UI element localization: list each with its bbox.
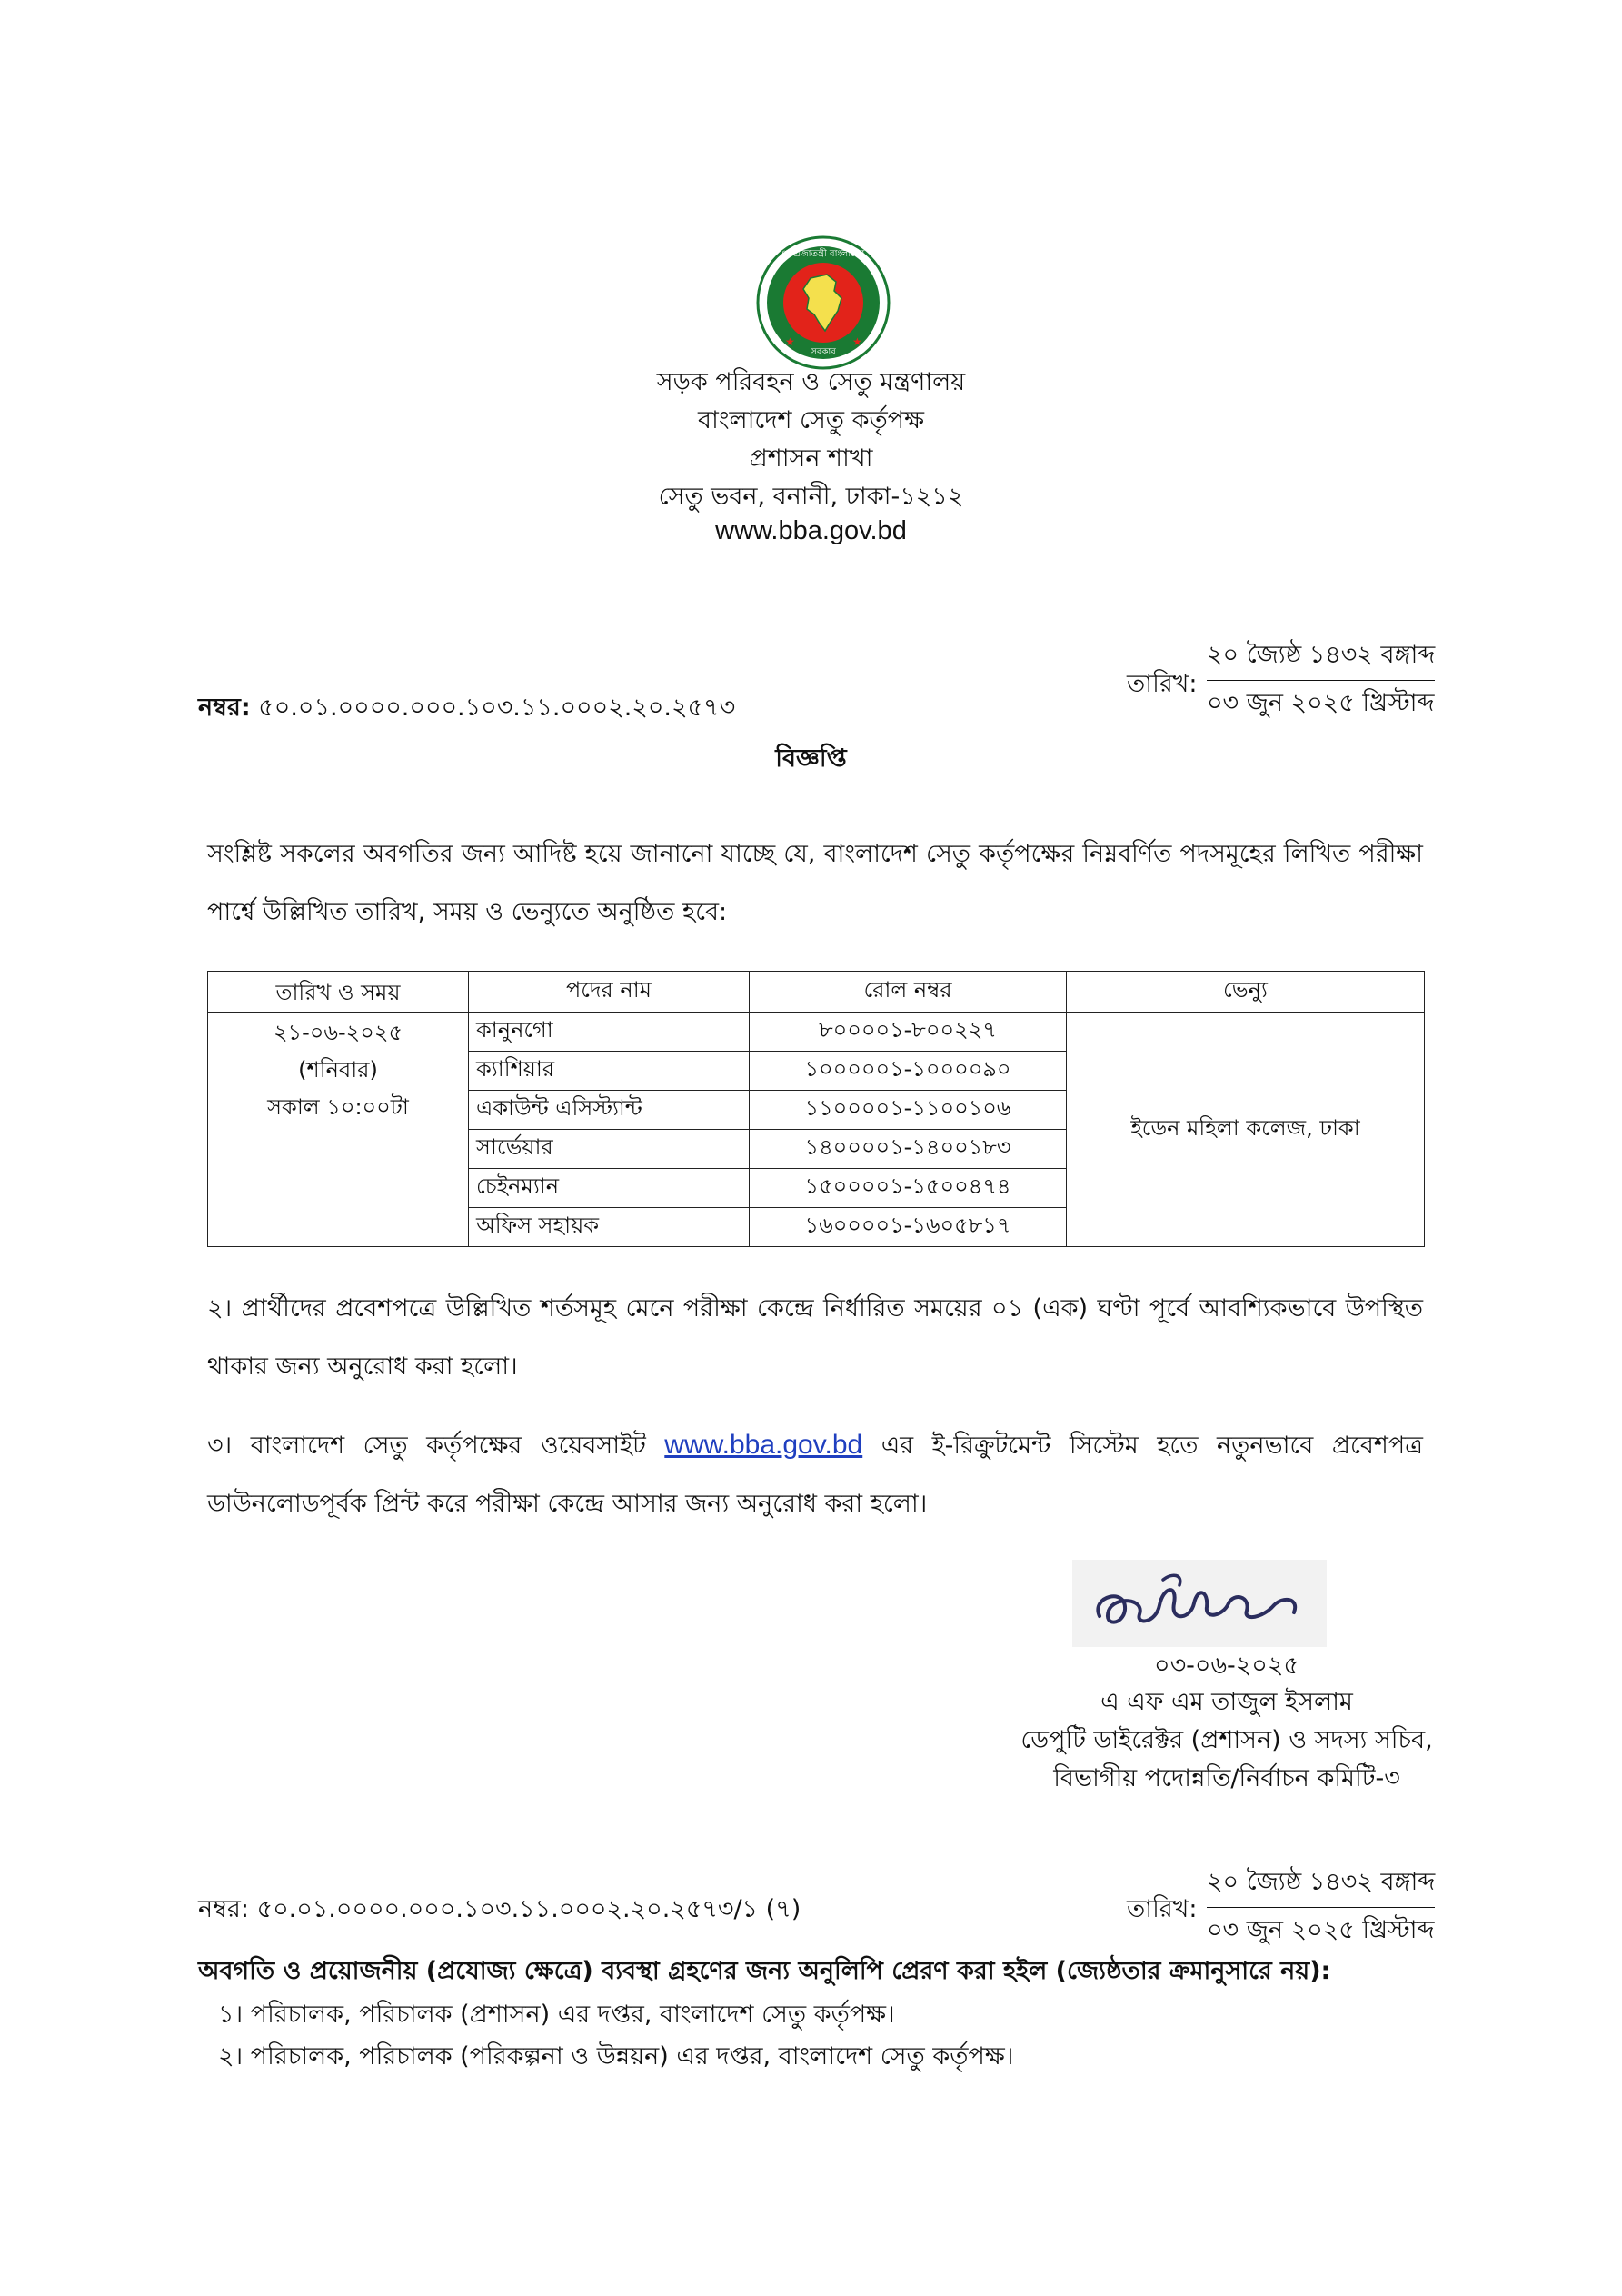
post-name: ক্যাশিয়ার — [469, 1052, 750, 1091]
exam-day: (শনিবার) — [298, 1057, 378, 1083]
exam-time: সকাল ১০:০০টা — [267, 1094, 409, 1120]
copy-recipient-item: ১। পরিচালক, পরিচালক (প্রশাসন) এর দপ্তর, বাংলাদেশ সেতু কর্তৃপক্ষ। — [218, 2001, 895, 2029]
exam-date: ২১-০৬-২০২৫ — [273, 1020, 403, 1045]
instruction-point-3 — [207, 1416, 1423, 1533]
post-name: সার্ভেয়ার — [469, 1130, 750, 1169]
copy-ref-number: ৫০.০১.০০০০.০০০.১০৩.১১.০০০২.২০.২৫৭৩/১ (৭) — [256, 1895, 801, 1923]
point3-text-before: ৩। বাংলাদেশ সেতু কর্তৃপক্ষের ওয়েবসাইট — [207, 1432, 646, 1460]
signatory-designation: ডেপুটি ডাইরেক্টর (প্রশাসন) ও সদস্য সচিব, — [1020, 1726, 1433, 1754]
copy-ref-label: নম্বর: — [198, 1895, 249, 1923]
post-name: অফিস সহায়ক — [469, 1208, 750, 1247]
post-name: একাউন্ট এসিস্ট্যান্ট — [469, 1091, 750, 1130]
header-post-name: পদের নাম — [469, 972, 750, 1013]
copy-heading: অবগতি ও প্রয়োজনীয় (প্রযোজ্য ক্ষেত্রে) ব্যবস্থা গ্রহণের জন্য অনুলিপি প্রেরণ করা হইল (জ্যেষ্ঠতার ক্রমানুসারে নয়): — [198, 1957, 1331, 1985]
post-name: চেইনম্যান — [469, 1169, 750, 1208]
copy-recipient-item: ২। পরিচালক, পরিচালক (পরিকল্পনা ও উন্নয়ন) এর দপ্তর, বাংলাদেশ সেতু কর্তৃপক্ষ। — [218, 2042, 1014, 2071]
venue-cell: ইডেন মহিলা কলেজ, ঢাকা — [1067, 1013, 1425, 1247]
copy-date-bangla: ২০ জ্যৈষ্ঠ ১৪৩২ বঙ্গাব্দ — [1207, 1860, 1435, 1908]
post-name: কানুনগো — [469, 1013, 750, 1052]
table-header-row — [208, 972, 1425, 1013]
roll-range: ১৬০০০০১-১৬০৫৮১৭ — [750, 1208, 1067, 1247]
copy-memo-reference — [198, 1891, 801, 1932]
intro-paragraph: সংশ্লিষ্ট সকলের অবগতির জন্য আদিষ্ট হয়ে জানানো যাচ্ছে যে, বাংলাদেশ সেতু কর্তৃপক্ষের নিম্নবর্ণিত পদসমূহের লিখিত পরীক্ষা পার্শ্বে উল্লিখিত তারিখ, সময় ও ভেন্যুতে অনুষ্ঠিত হবে: — [207, 840, 1423, 926]
notice-title: বিজ্ঞপ্তি — [775, 744, 847, 773]
header-venue: ভেন্যু — [1067, 972, 1425, 1013]
header-roll-number: রোল নম্বর — [750, 972, 1067, 1013]
memo-date — [1207, 633, 1435, 726]
ministry-name: সড়ক পরিবহন ও সেতু মন্ত্রণালয় — [656, 368, 966, 396]
svg-text:★: ★ — [852, 335, 862, 348]
office-address: সেতু ভবন, বনানী, ঢাকা-১২১২ — [658, 483, 964, 511]
ref-label: নম্বর: — [198, 694, 251, 722]
exam-schedule-table — [207, 971, 1425, 1247]
table-row — [208, 1013, 1425, 1052]
authority-name: বাংলাদেশ সেতু কর্তৃপক্ষ — [698, 406, 924, 434]
signature-image — [1072, 1560, 1327, 1647]
date-bangla: ২০ জ্যৈষ্ঠ ১৪৩২ বঙ্গাব্দ — [1207, 633, 1435, 681]
roll-range: ৮০০০০১-৮০০২২৭ — [750, 1013, 1067, 1052]
exam-date-time-cell — [208, 1013, 469, 1247]
ref-number: ৫০.০১.০০০০.০০০.১০৩.১১.০০০২.২০.২৫৭৩ — [258, 694, 736, 722]
copy-date-english: ০৩ জুন ২০২৫ খ্রিস্টাব্দ — [1207, 1916, 1435, 1944]
signatory-name: এ এফ এম তাজুল ইসলাম — [1100, 1688, 1353, 1716]
roll-range: ১৪০০০০১-১৪০০১৮৩ — [750, 1130, 1067, 1169]
date-english: ০৩ জুন ২০২৫ খ্রিস্টাব্দ — [1207, 689, 1435, 717]
website-link-inline[interactable]: www.bba.gov.bd — [664, 1430, 863, 1460]
seal-top-text: গণপ্রজাতন্ত্রী বাংলাদেশ — [781, 249, 865, 259]
header-date-time: তারিখ ও সময় — [208, 972, 469, 1013]
sign-date: ০৩-০৬-২০২৫ — [1154, 1652, 1299, 1680]
roll-range: ১০০০০০১-১০০০০৯০ — [750, 1052, 1067, 1091]
svg-text:★: ★ — [785, 335, 795, 348]
signatory-committee: বিভাগীয় পদোন্নতি/নির্বাচন কমিটি-৩ — [1053, 1764, 1400, 1792]
date-label: তারিখ: — [1127, 670, 1198, 698]
roll-range: ১১০০০০১-১১০০১০৬ — [750, 1091, 1067, 1130]
bangladesh-government-seal-icon — [747, 235, 900, 371]
website-link[interactable]: www.bba.gov.bd — [715, 516, 907, 545]
branch-name: প্রশাসন শাখা — [749, 444, 873, 473]
seal-bottom-text: সরকার — [811, 347, 836, 357]
copy-date — [1207, 1860, 1435, 1953]
instruction-point-2: ২। প্রার্থীদের প্রবেশপত্রে উল্লিখিত শর্তসমূহ মেনে পরীক্ষা কেন্দ্রে নির্ধারিত সময়ের ০১ (এক) ঘণ্টা পূর্বে আবশ্যিকভাবে উপস্থিত থাকার জন্য অনুরোধ করা হলো। — [207, 1294, 1423, 1381]
copy-date-label: তারিখ: — [1127, 1895, 1198, 1923]
point3-text-after: এর ই-রিক্রুটমেন্ট সিস্টেম হতে নতুনভাবে প্রবেশপত্র ডাউনলোডপূর্বক প্রিন্ট করে পরীক্ষা কেন্দ্রে আসার জন্য অনুরোধ করা হলো। — [207, 1432, 1423, 1518]
roll-range: ১৫০০০০১-১৫০০৪৭৪ — [750, 1169, 1067, 1208]
memo-reference — [198, 689, 735, 730]
